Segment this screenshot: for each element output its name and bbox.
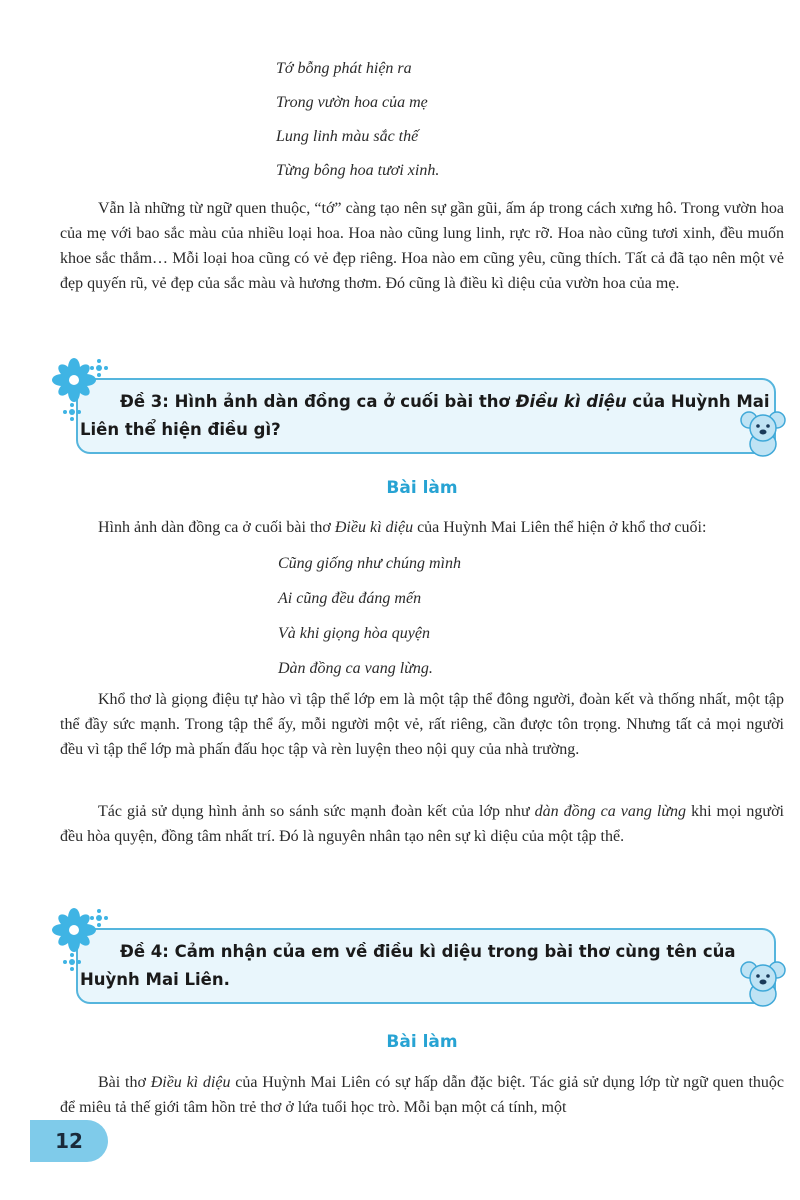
poem-stanza-1	[276, 52, 439, 188]
poem-line: Cũng giống như chúng mình	[278, 555, 461, 572]
paragraph-2	[60, 515, 784, 540]
page-number: 12	[30, 1120, 108, 1162]
paragraph-1-text: Vẫn là những từ ngữ quen thuộc, “tớ” càng tạo nên sự gần gũi, ấm áp trong cách xưng hô. Trong vườn hoa của mẹ với bao sắc màu của nhiều loại hoa. Hoa nào cũng lung linh, rực rỡ. Hoa nào cũng tươi xinh, đều muốn khoe sắc thắm… Mỗi loại hoa cũng có vẻ đẹp riêng. Hoa nào em cũng yêu, cũng thích. Tất cả đã tạo nên một vẻ đẹp quyến rũ, vẻ đẹp của sắc màu và hương thơm. Đó cũng là điều kì diệu của vườn hoa của mẹ.	[60, 200, 784, 292]
poem-line: Từng bông hoa tươi xinh.	[276, 162, 440, 179]
paragraph-2-before: Hình ảnh dàn đồng ca ở cuối bài thơ	[98, 519, 335, 536]
koala-icon	[740, 408, 786, 458]
paragraph-5-after: của Huỳnh Mai Liên có sự hấp dẫn đặc biệt. Tác giả sử dụng lớp từ ngữ quen thuộc để miêu tả thế giới tâm hồn trẻ thơ ở lứa tuổi học trò. Mỗi bạn một cá tính, một	[60, 1074, 784, 1116]
paragraph-4-phrase: dàn đồng ca vang lừng	[534, 803, 687, 820]
heading-bai-lam-1: Bài làm	[386, 478, 458, 498]
question-3-after: của Huỳnh Mai Liên thể hiện điều gì?	[80, 392, 770, 439]
poem-line: Lung linh màu sắc thế	[276, 128, 419, 145]
poem-line: Tớ bỗng phát hiện ra	[276, 60, 412, 77]
paragraph-1	[60, 196, 784, 296]
koala-icon	[740, 958, 786, 1008]
heading-bai-lam-2: Bài làm	[386, 1032, 458, 1052]
paragraph-3	[60, 687, 784, 762]
question-3-before: Đề 3: Hình ảnh dàn đồng ca ở cuối bài thơ	[120, 392, 516, 411]
paragraph-2-after: của Huỳnh Mai Liên thể hiện ở khổ thơ cuối:	[413, 519, 707, 536]
poem-line: Trong vườn hoa của mẹ	[276, 94, 428, 111]
question-3-title: Điều kì diệu	[515, 392, 627, 411]
paragraph-5-before: Bài thơ	[98, 1074, 151, 1091]
paragraph-5-title: Điều kì diệu	[150, 1074, 231, 1091]
poem-line: Ai cũng đều đáng mến	[278, 590, 422, 607]
poem-line: Và khi giọng hòa quyện	[278, 625, 430, 642]
poem-stanza-2	[278, 546, 461, 686]
paragraph-4-after: khi mọi người đều hòa quyện, đồng tâm nhất trí. Đó là nguyên nhân tạo nên sự kì diệu của một tập thể.	[60, 803, 785, 845]
paragraph-3-text: Khổ thơ là giọng điệu tự hào vì tập thể lớp em là một tập thể đông người, đoàn kết và thống nhất, một tập thể đầy sức mạnh. Trong tập thể ấy, mỗi người một vẻ, rất riêng, cần được tôn trọng. Nhưng tất cả mọi người đều vì tập thể lớp mà phấn đấu học tập và rèn luyện theo nội quy của nhà trường.	[60, 691, 784, 758]
paragraph-4	[60, 799, 784, 849]
poem-line: Dàn đồng ca vang lừng.	[278, 660, 433, 677]
question-3-text	[80, 388, 774, 444]
paragraph-4-before: Tác giả sử dụng hình ảnh so sánh sức mạnh đoàn kết của lớp như	[98, 803, 535, 820]
paragraph-5	[60, 1070, 784, 1120]
question-4-text: Đề 4: Cảm nhận của em về điều kì diệu trong bài thơ cùng tên của Huỳnh Mai Liên.	[80, 942, 736, 989]
paragraph-2-title: Điều kì diệu	[334, 519, 414, 536]
